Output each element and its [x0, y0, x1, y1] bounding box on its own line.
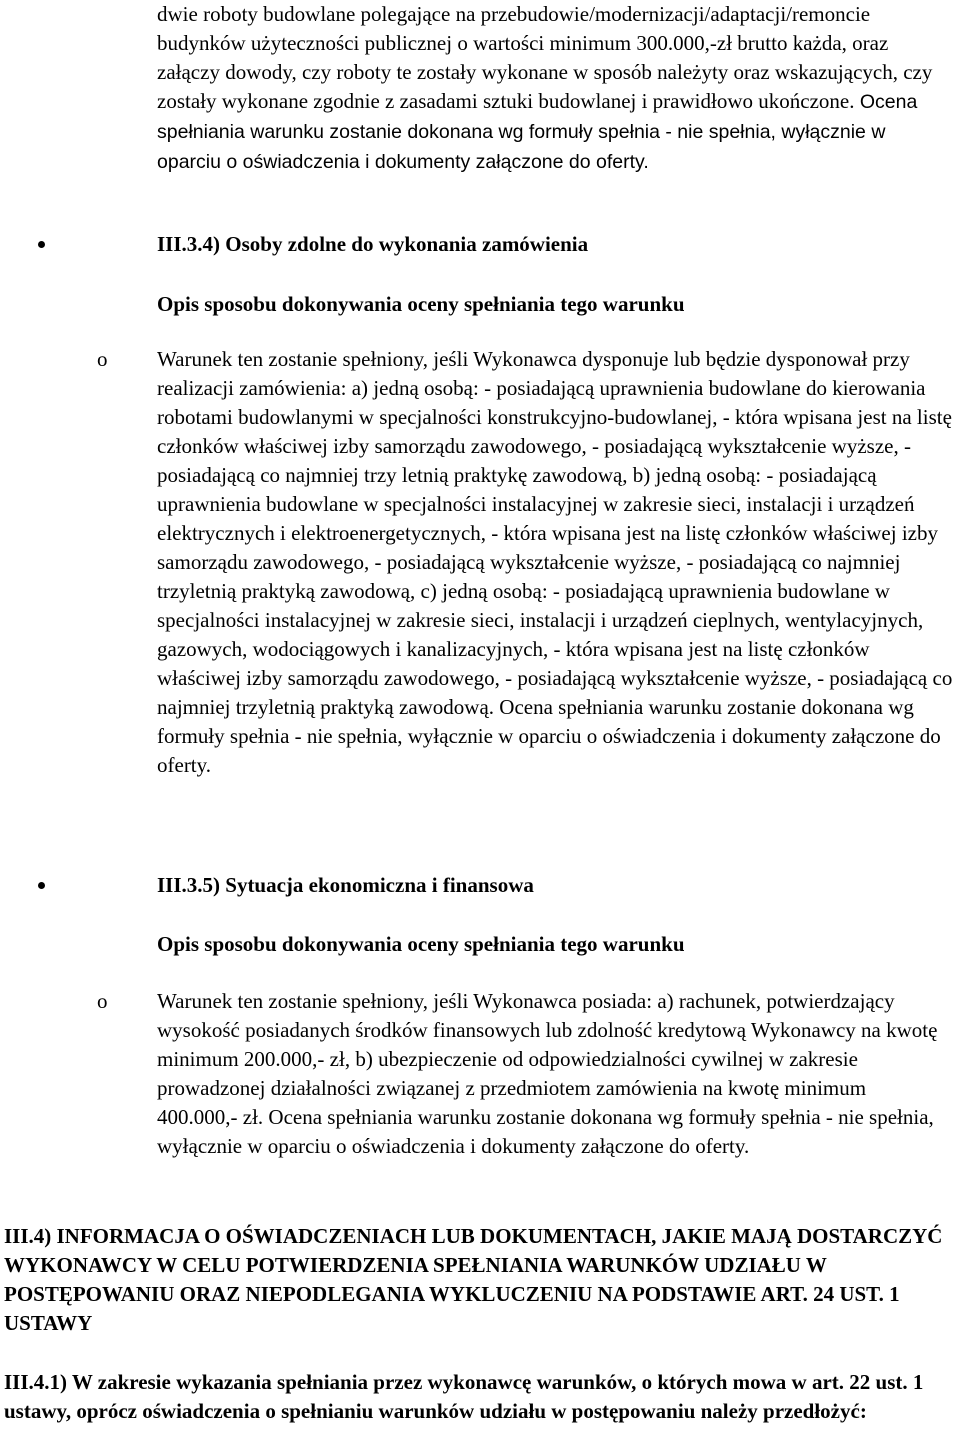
intro-serif-text: dwie roboty budowlane polegające na przebudowie/modernizacji/adaptacji/remoncie budynków użyteczności publicznej o wartości minimum 300.000,-zł brutto każda, oraz załączy dowody, czy roboty te zostały wykonane w sposób należyty oraz wskazujących, czy zostały wykonane zgodnie z zasadami sztuki budowlanej i prawidłowo ukończone.: [157, 2, 933, 113]
intro-paragraph: [157, 0, 947, 177]
section-34-heading: III.4) INFORMACJA O OŚWIADCZENIACH LUB DOKUMENTACH, JAKIE MAJĄ DOSTARCZYĆ WYKONAWCY W CELU POTWIERDZENIA SPEŁNIANIA WARUNKÓW UDZIAŁU W POSTĘPOWANIU ORAZ NIEPODLEGANIA WYKLUCZENIU NA PODSTAWIE ART. 24 UST. 1 USTAWY: [4, 1224, 943, 1335]
list-marker: o: [97, 989, 108, 1013]
section-334-text: Warunek ten zostanie spełniony, jeśli Wykonawca dysponuje lub będzie dysponował przy realizacji zamówienia: a) jedną osobą: - posiadającą uprawnienia budowlane do kierowania robotami budowlanymi w specjalności konstrukcyjno-budowlanej, - która wpisana jest na listę członków właściwej izby samorządu zawodowego, - posiadającą wykształcenie wyższe, - posiadającą co najmniej trzy letnią praktykę zawodową, b) jedną osobą: - posiadającą uprawnienia budowlane w specjalności instalacyjnej w zakresie sieci, instalacji i urządzeń elektrycznych i elektroenergetycznych, - która wpisana jest na listę członków właściwej izby samorządu zawodowego, - posiadającą wykształcenie wyższe, - posiadającą co najmniej trzyletnią praktyką zawodową, c) jedną osobą: - posiadającą uprawnienia budowlane w specjalności instalacyjnej w zakresie sieci, instalacji i urządzeń cieplnych, wentylacyjnych, gazowych, wodociągowych i kanalizacyjnych, - która wpisana jest na listę członków właściwej izby samorządu zawodowego, - posiadającą wykształcenie wyższe, - posiadającą co najmniej trzyletnią praktyką zawodową. Ocena spełniania warunku zostanie dokonana wg formuły spełnia - nie spełnia, wyłącznie w oparciu o oświadczenia i dokumenty załączone do oferty.: [157, 347, 953, 777]
intro-sans-text: Ocena spełniania warunku zostanie dokonana wg formuły spełnia - nie spełnia, wyłącznie w oparciu o oświadczenia i dokumenty załączone do oferty.: [157, 91, 918, 173]
section-334-heading: III.3.4) Osoby zdolne do wykonania zamówienia: [157, 232, 589, 256]
section-335-heading: III.3.5) Sytuacja ekonomiczna i finansowa: [157, 873, 534, 897]
section-334-subheading: Opis sposobu dokonywania oceny spełniania tego warunku: [157, 292, 685, 316]
section-335-text: Warunek ten zostanie spełniony, jeśli Wykonawca posiada: a) rachunek, potwierdzający wysokość posiadanych środków finansowych lub zdolność kredytową Wykonawcy na kwotę minimum 200.000,- zł, b) ubezpieczenie od odpowiedzialności cywilnej w zakresie prowadzonej działalności związanej z przedmiotem zamówienia na kwotę minimum 400.000,- zł. Ocena spełniania warunku zostanie dokonana wg formuły spełnia - nie spełnia, wyłącznie w oparciu o oświadczenia i dokumenty załączone do oferty.: [157, 989, 938, 1158]
list-marker: o: [97, 347, 108, 371]
bullet-icon: [38, 882, 45, 889]
section-335-subheading: Opis sposobu dokonywania oceny spełniania tego warunku: [157, 932, 685, 956]
bullet-icon: [38, 241, 45, 248]
section-341-heading: III.4.1) W zakresie wykazania spełniania przez wykonawcę warunków, o których mowa w art. 22 ust. 1 ustawy, oprócz oświadczenia o spełnianiu warunków udziału w postępowaniu należy przedłożyć:: [4, 1370, 924, 1423]
